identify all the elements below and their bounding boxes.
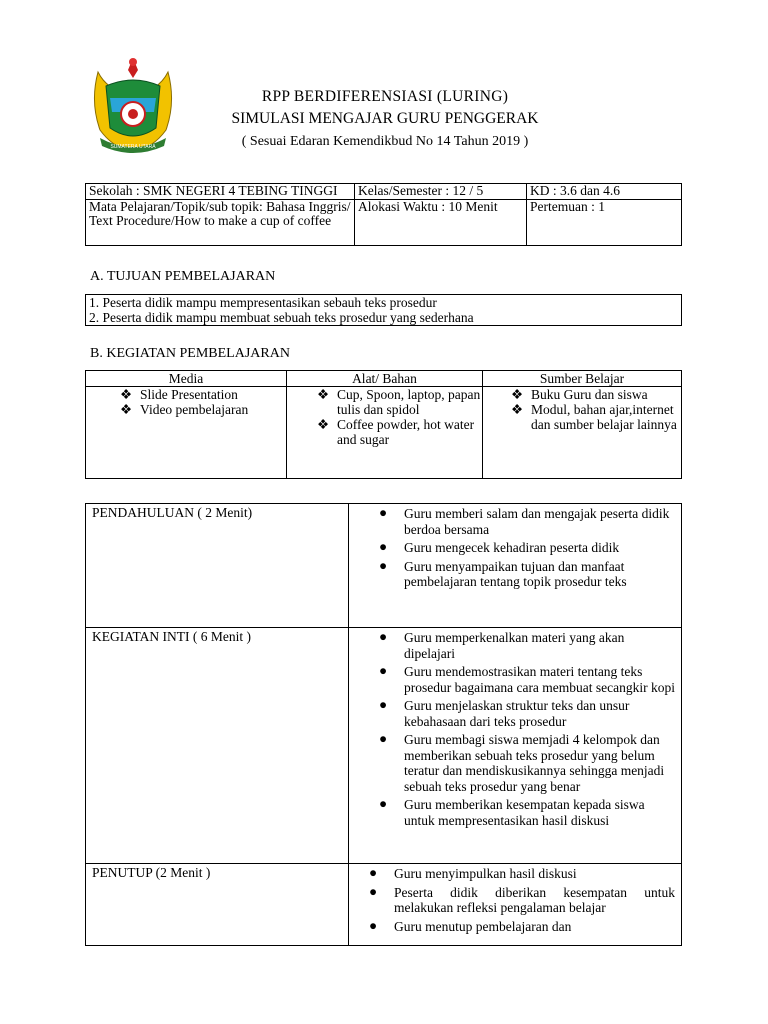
bullet-icon: ● [369, 865, 378, 880]
list-item: ❖ Video pembelajaran [120, 402, 249, 417]
bullet-icon: ● [379, 505, 388, 520]
sumatera-utara-emblem-logo [88, 52, 178, 157]
list-item: ● Guru mengecek kehadiran peserta didik [379, 539, 620, 555]
list-item: ● Guru mendemostrasikan materi tentang teks prosedur bagaimana cara membuat secangkir kopi [379, 663, 676, 695]
info-kelas: Kelas/Semester : 12 / 5 [355, 184, 527, 200]
document-reference: ( Sesuai Edaran Kemendikbud No 14 Tahun 2019 ) [241, 134, 529, 149]
bullet-icon: ● [379, 663, 388, 678]
bullet-icon: ● [379, 796, 388, 811]
diamond-bullet-icon: ❖ [317, 387, 330, 402]
activities-table [85, 503, 682, 946]
media-cell [86, 387, 287, 479]
diamond-bullet-icon: ❖ [120, 387, 133, 402]
document-subtitle: SIMULASI MENGAJAR GURU PENGGERAK [231, 110, 539, 127]
bullet-icon: ● [379, 731, 388, 746]
inti-cell [349, 628, 682, 864]
kegiatan-table [85, 370, 682, 479]
bullet-icon: ● [379, 539, 388, 554]
document-title: RPP BERDIFERENSIASI (LURING) [261, 88, 509, 105]
list-item: ● Guru menjelaskan struktur teks dan unsur kebahasaan dari teks prosedur [379, 697, 630, 729]
list-item: ❖ Modul, bahan ajar,internet dan sumber belajar lainnya [511, 402, 677, 432]
section-a-title: A. TUJUAN PEMBELAJARAN [90, 269, 276, 284]
list-item: ● Guru menutup pembelajaran dan [369, 917, 572, 934]
tujuan-item: 2. Peserta didik mampu membuat sebuah teks prosedur yang sederhana [89, 310, 474, 325]
diamond-bullet-icon: ❖ [120, 402, 133, 417]
bullet-icon: ● [379, 629, 388, 644]
list-item: ● Guru menyampaikan tujuan dan manfaat pembelajaran tentang topik prosedur teks [379, 557, 627, 589]
col-header-media: Media [86, 371, 287, 387]
pendahuluan-cell [349, 504, 682, 628]
list-item: ● Guru memberi salam dan mengajak peserta didik berdoa bersama [379, 505, 670, 537]
tujuan-table [85, 294, 682, 326]
penutup-cell [349, 864, 682, 946]
info-alokasi: Alokasi Waktu : 10 Menit [355, 199, 527, 245]
list-item: ❖ Slide Presentation [120, 387, 238, 402]
inti-label: KEGIATAN INTI ( 6 Menit ) [86, 628, 349, 864]
penutup-label: PENUTUP (2 Menit ) [86, 864, 349, 946]
alat-cell [287, 387, 483, 479]
diamond-bullet-icon: ❖ [511, 402, 524, 417]
pendahuluan-label: PENDAHULUAN ( 2 Menit) [86, 504, 349, 628]
sumber-cell [483, 387, 682, 479]
list-item: ● Guru membagi siswa memjadi 4 kelompok dan memberikan sebuah teks prosedur yang belum teratur dan mendiskusikannya sehingga menjadi sebuah teks prosedur yang benar [379, 731, 665, 794]
info-mapel: Mata Pelajaran/Topik/sub topik: Bahasa Inggris/ Text Procedure/How to make a cup of coffee [86, 199, 355, 245]
list-item: ● Peserta didik diberikan kesempatan untuk melakukan refleksi pengalaman belajar [369, 883, 675, 915]
list-item: ❖ Buku Guru dan siswa [511, 387, 648, 402]
info-table [85, 183, 682, 246]
list-item: ● Guru memperkenalkan materi yang akan dipelajari [379, 629, 625, 661]
info-sekolah: Sekolah : SMK NEGERI 4 TEBING TINGGI [86, 184, 355, 200]
col-header-alat: Alat/ Bahan [287, 371, 483, 387]
info-kd: KD : 3.6 dan 4.6 [527, 184, 682, 200]
info-pertemuan: Pertemuan : 1 [527, 199, 682, 245]
bullet-icon: ● [379, 697, 388, 712]
diamond-bullet-icon: ❖ [317, 417, 330, 432]
list-item: ❖ Cup, Spoon, laptop, papan tulis dan spidol [317, 387, 481, 417]
svg-text:SUMATERA UTARA: SUMATERA UTARA [110, 144, 156, 150]
bullet-icon: ● [379, 557, 388, 573]
list-item: ● Guru menyimpulkan hasil diskusi [369, 865, 577, 881]
list-item: ❖ Coffee powder, hot water and sugar [317, 417, 475, 447]
col-header-sumber: Sumber Belajar [483, 371, 682, 387]
section-b-title: B. KEGIATAN PEMBELAJARAN [90, 346, 290, 361]
diamond-bullet-icon: ❖ [511, 387, 524, 402]
bullet-icon: ● [369, 917, 378, 933]
list-item: ● Guru memberikan kesempatan kepada siswa untuk mempresentasikan hasil diskusi [379, 796, 645, 828]
tujuan-item: 1. Peserta didik mampu mempresentasikan sebauh teks prosedur [89, 295, 437, 310]
bullet-icon: ● [369, 883, 378, 899]
